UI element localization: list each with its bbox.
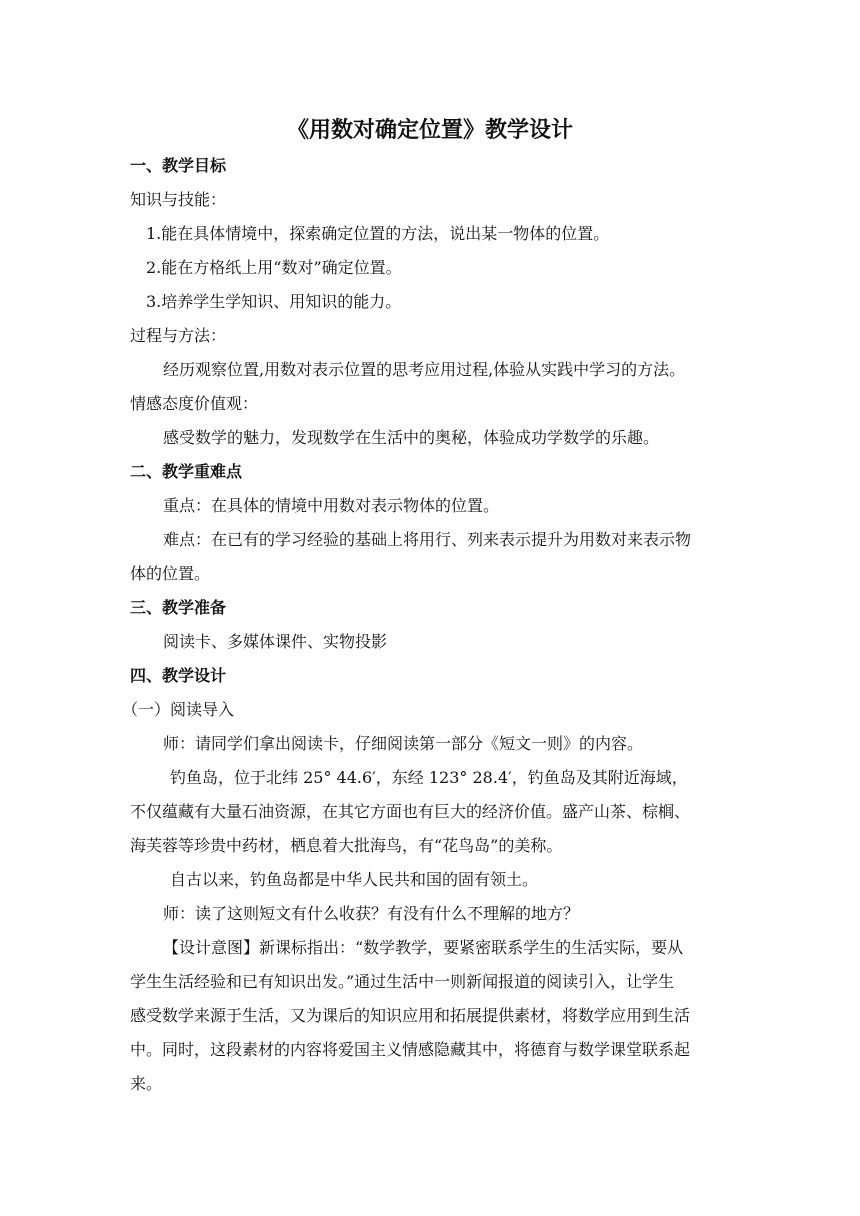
process-label: 过程与方法： xyxy=(130,326,227,345)
section-heading-preparation: 三、教学准备 xyxy=(130,598,227,617)
passage-line-4: 自古以来，钓鱼岛都是中华人民共和国的固有领土。 xyxy=(170,870,539,889)
passage-line-3: 海芙蓉等珍贵中药材，栖息着大批海鸟，有“花鸟岛”的美称。 xyxy=(130,836,563,855)
section-heading-key-points: 二、教学重难点 xyxy=(130,462,243,481)
doc-title: 《用数对确定位置》教学设计 xyxy=(286,117,573,143)
knowledge-item-2: 2.能在方格纸上用“数对”确定位置。 xyxy=(146,258,402,277)
design-intent-line-3: 感受数学来源于生活，又为课后的知识应用和拓展提供素材，将数学应用到生活 xyxy=(130,1006,691,1025)
teacher-line-2: 师：读了这则短文有什么收获？有没有什么不理解的地方？ xyxy=(163,904,580,923)
design-intent-line-4: 中。同时，这段素材的内容将爱国主义情感隐藏其中，将德育与数学课堂联系起 xyxy=(130,1040,691,1059)
passage-line-2: 不仅蕴藏有大量石油资源，在其它方面也有巨大的经济价值。盛产山茶、棕榈、 xyxy=(130,802,691,821)
section-heading-design: 四、教学设计 xyxy=(130,666,227,685)
knowledge-label: 知识与技能： xyxy=(130,190,227,209)
knowledge-item-3: 3.培养学生学知识、用知识的能力。 xyxy=(146,292,402,311)
preparation-text: 阅读卡、多媒体课件、实物投影 xyxy=(163,632,388,651)
design-intent-line-5: 来。 xyxy=(130,1074,163,1093)
emotion-text: 感受数学的魅力，发现数学在生活中的奥秘，体验成功学数学的乐趣。 xyxy=(163,428,660,447)
difficulty-text-line-2: 体的位置。 xyxy=(130,564,211,583)
subsection-reading-intro: （一）阅读导入 xyxy=(122,700,235,719)
process-text: 经历观察位置,用数对表示位置的思考应用过程,体验从实践中学习的方法。 xyxy=(163,360,686,379)
emotion-label: 情感态度价值观： xyxy=(130,394,259,413)
design-intent-line-2: 学生生活经验和已有知识出发。”通过生活中一则新闻报道的阅读引入，让学生 xyxy=(130,972,675,991)
design-intent-line-1: 【设计意图】新课标指出：“数学教学，要紧密联系学生的生活实际，要从 xyxy=(163,938,684,957)
difficulty-text-line-1: 难点：在已有的学习经验的基础上将用行、列来表示提升为用数对来表示物 xyxy=(163,530,692,549)
section-heading-objectives: 一、教学目标 xyxy=(130,156,227,175)
key-point-text: 重点：在具体的情境中用数对表示物体的位置。 xyxy=(163,496,500,515)
teacher-line-1: 师：请同学们拿出阅读卡，仔细阅读第一部分《短文一则》的内容。 xyxy=(163,734,644,753)
passage-line-1: 钓鱼岛，位于北纬 25° 44.6′，东经 123° 28.4′，钓鱼岛及其附近海域， xyxy=(170,768,688,787)
knowledge-item-1: 1.能在具体情境中，探索确定位置的方法，说出某一物体的位置。 xyxy=(146,224,610,243)
